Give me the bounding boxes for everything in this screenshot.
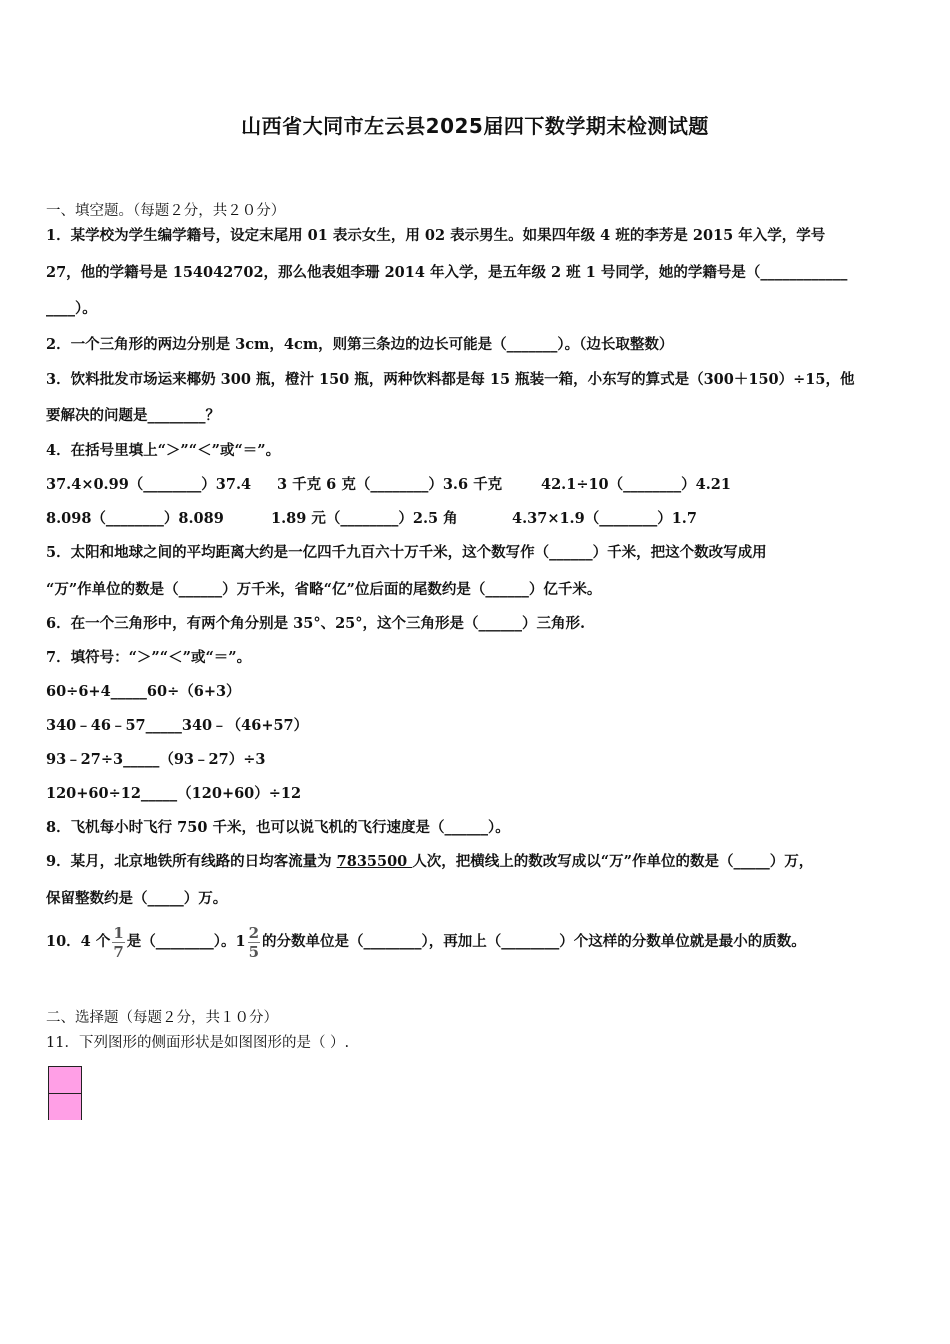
q10-prefix: 10．4 个 [46,933,111,950]
q9-line-2: 保留整数约是（_____）万。 [46,890,228,907]
q7-item: 120+60÷12_____（120+60）÷12 [46,785,302,802]
fraction-one-seventh [112,924,124,961]
section-1-heading: 一、填空题。（每题２分，共２０分） [46,203,286,219]
fraction-numerator: 2 [248,923,260,942]
q4-item: 4.37×1.9（________）1.7 [512,510,697,527]
fraction-denominator: 7 [113,942,124,961]
q1-line-2: 27，他的学籍号是 154042702，那么他表姐李珊 2014 年入学，是五年级 2 班 1 号同学，她的学籍号是（____________ [46,264,848,281]
q4-stem: 4．在括号里填上“＞”“＜”或“＝”。 [46,442,281,459]
fraction-numerator: 1 [113,923,124,942]
q9-line-1 [46,852,813,872]
q4-item: 3 千克 6 克（________）3.6 千克 [277,476,503,493]
q4-item: 1.89 元（________）2.5 角 [271,510,458,527]
q10-rest: 的分数单位是（________），再加上（________）个这样的分数单位就是最小的质数。 [262,933,806,950]
q6: 6．在一个三角形中，有两个角分别是 35°、25°，这个三角形是（______）三角形. [46,615,586,632]
q3-line-2: 要解决的问题是________？ [46,407,220,424]
q8: 8．飞机每小时飞行 750 千米，也可以说飞机的飞行速度是（______）。 [46,819,510,836]
section-2-heading: 二、选择题（每题２分，共１０分） [46,1010,278,1026]
q9-text-a: 9．某月，北京地铁所有线路的日均客流量为 [46,853,337,870]
q4-item: 37.4×0.99（________）37.4 [46,476,252,493]
q4-item: 42.1÷10（________）4.21 [541,476,731,493]
q1-line-3: ____）。 [46,300,97,317]
fraction-two-fifths [248,924,260,961]
q7-item: 340﹣46﹣57_____340﹣（46+57） [46,717,309,734]
page-title: 山西省大同市左云县2025届四下数学期末检测试题 [241,114,709,138]
q11-figure [48,1066,82,1120]
q3-line-1: 3．饮料批发市场运来椰奶 300 瓶，橙汁 150 瓶，两种饮料都是每 15 瓶装一箱，小东写的算式是（300＋150）÷15，他 [46,371,855,388]
q1-line-1: 1．某学校为学生编学籍号，设定末尾用 01 表示女生，用 02 表示男生。如果四年级 4 班的李芳是 2015 年入学，学号 [46,227,826,244]
q10 [46,922,806,962]
figure-bottom-square [49,1093,81,1120]
fraction-denominator: 5 [248,942,260,961]
q5-line-2: “万”作单位的数是（______）万千米，省略“亿”位后面的尾数约是（______）亿千米。 [46,581,602,598]
q11: 11．下列图形的侧面形状是如图图形的是（ ）. [46,1035,350,1051]
q7-item: 93﹣27÷3_____（93﹣27）÷3 [46,751,266,768]
q10-mid: 是（________）。1 [126,933,246,950]
q7-stem: 7．填符号：“＞”“＜”或“＝”。 [46,649,252,666]
q5-line-1: 5．太阳和地球之间的平均距离大约是一亿四千九百六十万千米，这个数写作（______）千米，把这个数改写成用 [46,544,767,561]
q2: 2．一个三角形的两边分别是 3cm，4cm，则第三条边的边长可能是（_______）。（边长取整数） [46,336,674,353]
figure-top-square [49,1067,81,1093]
q9-underlined-number: 7835500 [336,853,413,870]
q9-text-b: 人次，把横线上的数改写成以“万”作单位的数是（_____）万， [412,853,814,870]
q4-item: 8.098（________）8.089 [46,510,224,527]
q7-item: 60÷6+4_____60÷（6+3） [46,683,241,700]
